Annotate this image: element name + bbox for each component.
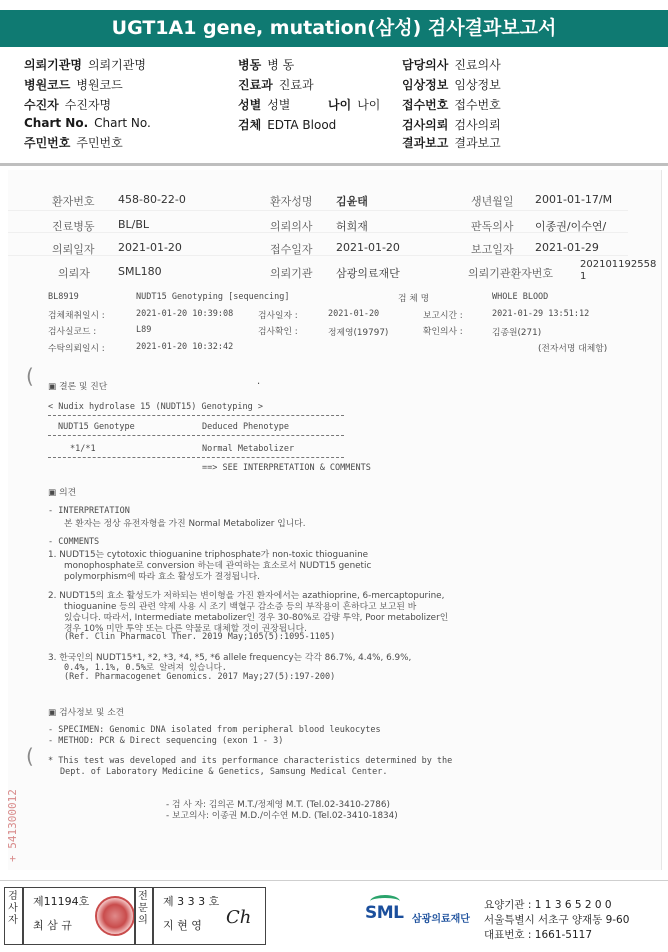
patient-no: 458-80-22-0: [118, 193, 186, 206]
tester-license: 제11194호: [33, 895, 90, 908]
comment-3-ref: (Ref. Pharmacogenet Genomics. 2017 May;27(5):197-200): [64, 672, 336, 682]
test-name: NUDT15 Genotyping [sequencing]: [136, 292, 290, 302]
report-title: UGT1A1 gene, mutation(삼성) 검사결과보고서: [0, 10, 668, 47]
punch-hole-mark-2: (: [26, 744, 34, 768]
receive-time: 2021-01-20 10:32:42: [136, 342, 234, 352]
header-field-doctor: 담당의사 진료의사: [402, 58, 501, 72]
receive-label: 수탁의뢰일시 :: [48, 344, 105, 354]
specialist-vertical-label: 전 문 의: [138, 891, 148, 926]
signature: Ch: [226, 907, 252, 928]
req-org-no-line1: 202101192558: [580, 259, 657, 270]
comment-2-ref: (Ref. Clin Pharmacol Ther. 2019 May;105(5):1095-1105): [64, 632, 336, 642]
ward-label: 진료병동: [52, 220, 95, 233]
confirm-label: 검사확인 :: [258, 327, 298, 337]
room-code: L89: [136, 325, 152, 335]
comment-3-line-2: 0.4%, 1.1%, 0.5%로 알려져 있습니다.: [64, 663, 227, 673]
genotype-value: *1/*1: [70, 444, 96, 454]
header-field-resident-no: 주민번호 주민번호: [24, 136, 123, 150]
result-subtitle: < Nudix hydrolase 15 (NUDT15) Genotyping >: [48, 402, 263, 412]
official-seal: [95, 896, 135, 936]
report-time-label: 보고시간 :: [423, 311, 463, 321]
header-field-age: 나이 나이: [328, 98, 381, 112]
req-org-label: 의뢰기관: [270, 267, 313, 280]
specimen-label: 검 체 명: [398, 294, 430, 304]
disclaimer-line-2: Dept. of Laboratory Medicine & Genetics, Samsung Medical Center.: [60, 767, 388, 777]
requester-label: 의뢰자: [58, 267, 90, 280]
dob: 2001-01-17/M: [535, 193, 613, 206]
rec-date: 2021-01-20: [336, 241, 400, 254]
reporter-line: - 보고의사: 이종권 M.D./이수연 M.D. (Tel.02-3410-1834): [166, 811, 398, 821]
sml-logo-korean: 삼광의료재단: [412, 914, 470, 925]
result-dot: .: [256, 377, 262, 387]
tester-line: - 검 사 자: 김의곤 M.T./정제영 M.T. (Tel.02-3410-2786): [166, 800, 390, 810]
rec-date-label: 접수일자: [270, 243, 313, 256]
scanned-result-page: [8, 170, 662, 870]
report-header: [0, 52, 668, 162]
sml-logo: SML: [365, 903, 404, 923]
org-phone: 대표번호 : 1661-5117: [484, 929, 593, 941]
exam-date: 2021-01-20: [328, 309, 380, 319]
genotype-col-header: NUDT15 Genotype: [58, 422, 135, 432]
specimen-name: WHOLE BLOOD: [492, 292, 549, 302]
method-info: - METHOD: PCR & Direct sequencing (exon 1 - 3): [48, 736, 284, 746]
comment-2-line-4: 경우 10% 미만 투약 또는 다른 약물로 대체할 것이 권장됩니다.: [64, 624, 307, 634]
patient-name: 김윤태: [336, 195, 368, 208]
report-footer: [0, 880, 668, 952]
esign-note: (전자서명 대체함): [538, 344, 608, 354]
header-field-receipt-no: 접수번호 접수번호: [402, 98, 501, 112]
confirm-doctor-label: 확인의사 :: [423, 327, 463, 337]
opinion-heading: ▣ 의견: [48, 488, 77, 498]
side-barcode-number: + 541300012: [6, 789, 19, 862]
patient-no-label: 환자번호: [52, 195, 95, 208]
comment-1-line-2: monophosphate로 conversion 하는데 관여하는 효소로서 NUDT15 genetic: [64, 561, 372, 571]
req-doctor-label: 의뢰의사: [270, 220, 313, 233]
collect-label: 검체채취일시 :: [48, 311, 105, 321]
collect-time: 2021-01-20 10:39:08: [136, 309, 234, 319]
reader-label: 판독의사: [471, 220, 514, 233]
room-label: 검사실코드 :: [48, 327, 97, 337]
comment-3-line-1: 3. 한국인의 NUDT15*1, *2, *3, *4, *5, *6 allele frequency는 각각 86.7%, 4.4%, 6.9%,: [48, 653, 412, 663]
phenotype-col-header: Deduced Phenotype: [202, 422, 289, 432]
comment-1-line-1: 1. NUDT15는 cytotoxic thioguanine triphosphate가 non-toxic thioguanine: [48, 550, 369, 560]
dob-label: 생년월일: [471, 195, 514, 208]
req-org-no-line2: 1: [580, 271, 587, 282]
see-interpretation: ==> SEE INTERPRETATION & COMMENTS: [202, 463, 371, 473]
requester: SML180: [118, 265, 162, 278]
confirm-doctor: 김종원(271): [492, 328, 542, 338]
punch-hole-mark: (: [26, 364, 34, 388]
req-org-no-label: 의뢰기관환자번호: [468, 267, 554, 280]
interpretation-text: 본 환자는 정상 유전자형을 가진 Normal Metabolizer 입니다.: [64, 519, 306, 529]
method-heading: ▣ 검사정보 및 소견: [48, 708, 125, 718]
specialist-name: 지 현 영: [163, 919, 202, 932]
tester-vertical-label: 검 사 자: [8, 891, 18, 926]
header-field-result-report: 결과보고 결과보고: [402, 136, 501, 150]
tester-name: 최 삼 규: [33, 919, 72, 932]
header-field-specimen: 검체 EDTA Blood: [238, 118, 337, 132]
comment-2-line-1: 2. NUDT15의 효소 활성도가 저하되는 변이형을 가진 환자에서는 azathioprine, 6-mercaptopurine,: [48, 591, 445, 601]
header-field-ward: 병동 병 동: [238, 58, 295, 72]
req-org: 삼광의료재단: [336, 267, 400, 280]
req-date-label: 의뢰일자: [52, 243, 95, 256]
header-field-hospital-code: 병원코드 병원코드: [24, 78, 123, 92]
header-field-request: 검사의뢰 검사의뢰: [402, 118, 501, 132]
confirm-person: 정제영(19797): [328, 328, 389, 338]
specialist-license: 제 3 3 3 호: [163, 895, 220, 908]
header-field-patient: 수진자 수진자명: [24, 98, 112, 112]
rep-date-label: 보고일자: [471, 243, 514, 256]
header-field-org: 의뢰기관명 의뢰기관명: [24, 58, 146, 72]
interpretation-title: - INTERPRETATION: [48, 506, 130, 516]
disclaimer-line-1: * This test was developed and its performance characteristics determined by the: [48, 756, 453, 766]
comment-2-line-2: thioguanine 등의 관련 약제 사용 시 조기 백혈구 감소증 등의 부작용이 흔하다고 보고된 바: [64, 602, 417, 612]
org-code: 요양기관 : 1 1 3 6 5 2 0 0: [484, 899, 612, 911]
report-time: 2021-01-29 13:51:12: [492, 309, 590, 319]
header-field-department: 진료과 진료과: [238, 78, 314, 92]
rep-date: 2021-01-29: [535, 241, 599, 254]
specimen-info: - SPECIMEN: Genomic DNA isolated from peripheral blood leukocytes: [48, 725, 381, 735]
org-address: 서울특별시 서초구 양재동 9-60: [484, 914, 630, 926]
header-field-chart-no: Chart No. Chart No.: [24, 116, 151, 130]
phenotype-value: Normal Metabolizer: [202, 444, 295, 454]
patient-name-label: 환자성명: [270, 195, 313, 208]
comments-title: - COMMENTS: [48, 537, 100, 547]
test-code: BL8919: [48, 292, 79, 302]
comment-1-line-3: polymorphism에 따라 효소 활성도가 결정됩니다.: [64, 572, 260, 582]
header-field-sex: 성별 성별: [238, 98, 291, 112]
exam-date-label: 검사일자 :: [258, 311, 298, 321]
comment-2-line-3: 있습니다. 따라서, Intermediate metabolizer인 경우 30-80%로 감량 투약, Poor metabolizer인: [64, 613, 449, 623]
header-divider: [0, 163, 668, 166]
ward: BL/BL: [118, 218, 150, 231]
header-field-clinical-info: 임상정보 임상정보: [402, 78, 501, 92]
reader: 이종권/이수연/: [535, 220, 607, 233]
result-heading: ▣ 결론 및 진단: [48, 382, 108, 392]
req-doctor: 허희재: [336, 220, 368, 233]
req-date: 2021-01-20: [118, 241, 182, 254]
